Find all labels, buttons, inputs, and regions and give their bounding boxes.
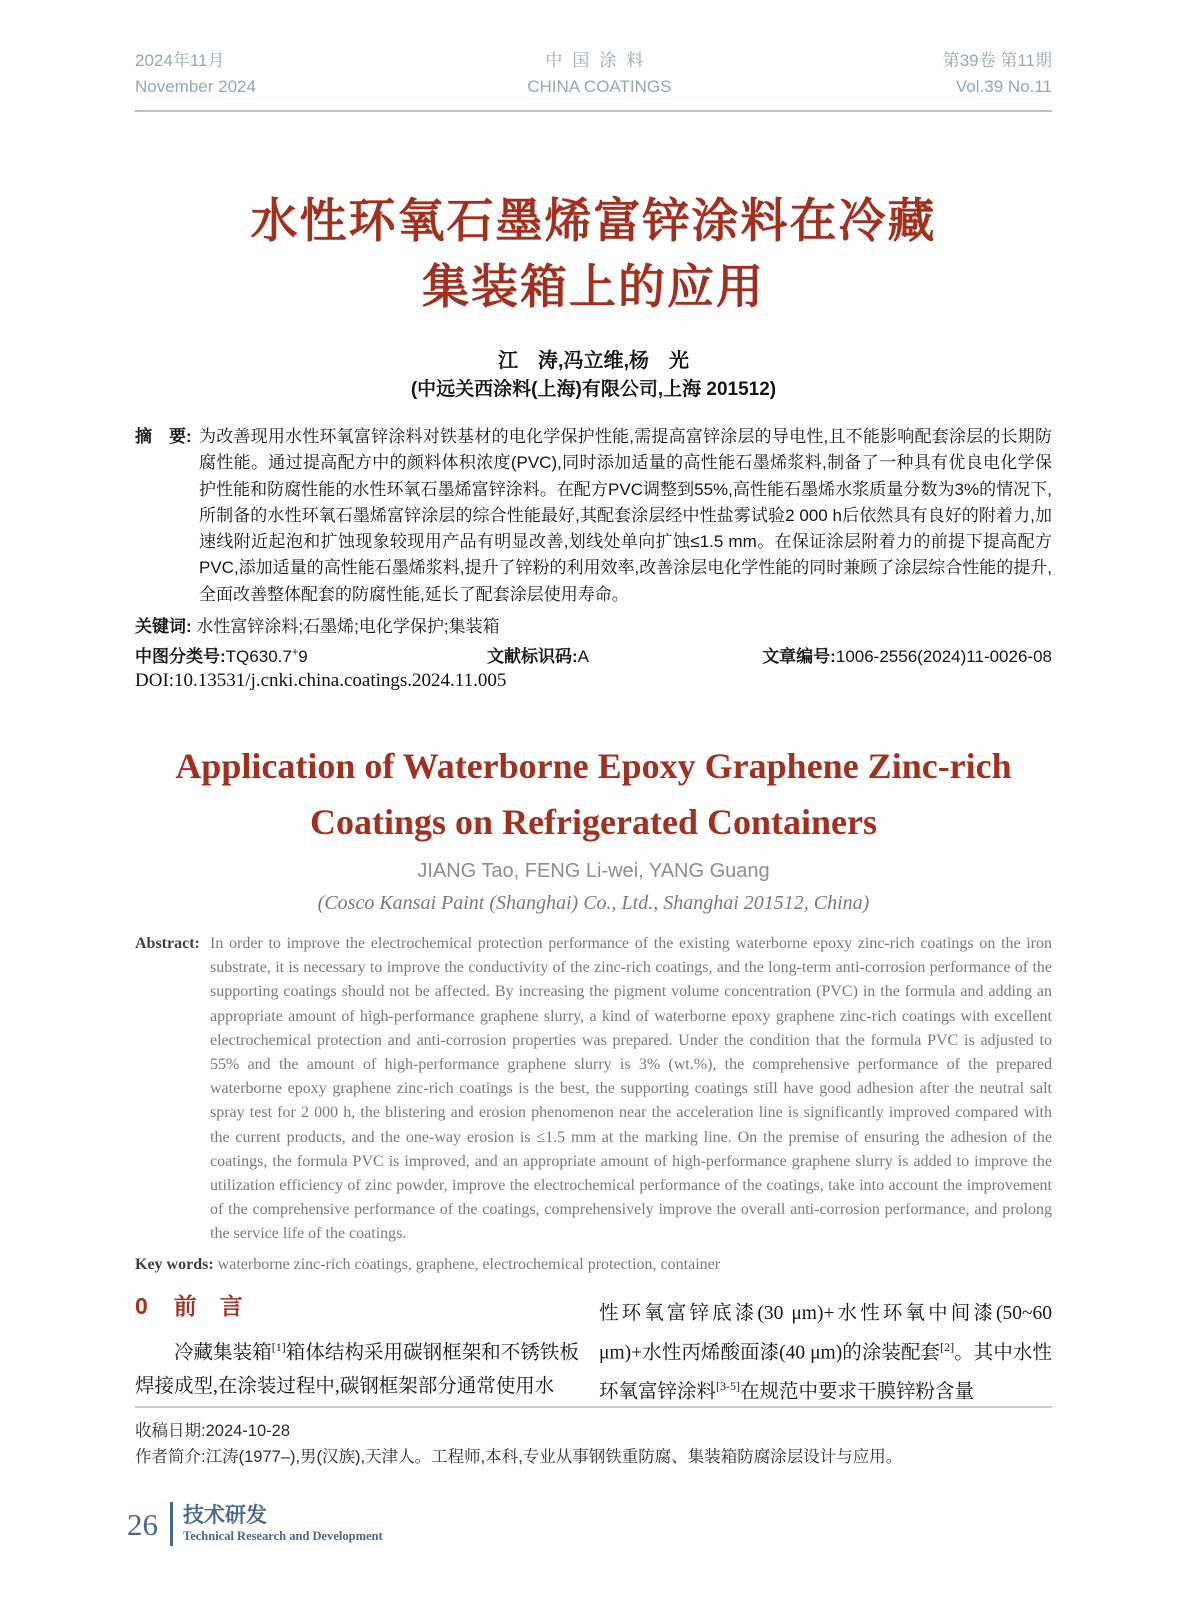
citation-ref-3-5: [3-5] [716,1378,741,1393]
running-head-date [135,48,256,100]
intro-right-text-1: 性环氧富锌底漆(30 μm)+水性环氧中间漆(50~60 μm)+水性丙烯酸面漆(40 μm)的涂装配套 [599,1303,1052,1363]
title-zh-line1: 水性环氧石墨烯富锌涂料在冷藏 [250,194,937,247]
abstract-en-text: In order to improve the electrochemical protection performance of the existing waterborne epoxy zinc-rich coatings on the iron substrate, it is necessary to improve the conductivity of the zinc-rich coatings, and the long-term anti-corrosion performance of the supporting coatings should not be affected. By increasing the pigment volume concentration (PVC) in the formula and adding an appropriate amount of high-performance graphene slurry, a kind of waterborne epoxy graphene zinc-rich coatings with excellent electrochemical protection and anti-corrosion properties was prepared. Under the condition that the formula PVC is adjusted to 55% and the amount of high-performance graphene slurry is 3% (wt.%), the comprehensive performance of the prepared waterborne epoxy graphene zinc-rich coatings is the best, the supporting coatings still have good adhesion after the neutral salt spray test for 2 000 h, the blistering and erosion phenomenon near the acceleration line is significantly improved compared with the current products, and the one-way erosion is ≤1.5 mm at the marking line. On the premise of ensuring the adhesion of the coatings, the formula PVC is improved, and an appropriate amount of high-performance graphene slurry is added to improve the utilization efficiency of zinc powder, improve the electrochemical performance of the coatings, take into account the improvement of the comprehensive performance of the coatings, comprehensively improve the overall anti-corrosion performance, and prolong the service life of the coatings. [210,935,1052,1243]
author-bio-line [135,1444,1052,1470]
running-head [135,48,1052,112]
running-head-issue [943,48,1052,100]
document-code [487,642,762,667]
keywords-zh-text: 水性富锌涂料;石墨烯;电化学保护;集装箱 [196,617,500,636]
intro-column-left [135,1288,579,1409]
keywords-en-text: waterborne zinc-rich coatings, graphene, electrochemical protection, container [217,1255,721,1273]
citation-ref-2: [2] [940,1339,955,1354]
article-number-value: 1006-2556(2024)11-0026-08 [835,647,1052,666]
article-number [762,642,1052,667]
clc-value: TQ630.7 [225,647,292,666]
abstract-zh-text: 为改善现用水性环氧富锌涂料对铁基材的电化学保护性能,需提高富锌涂层的导电性,且不能影响配套涂层的长期防腐性能。通过提高配方中的颜料体积浓度(PVC),同时添加适量的高性能石墨烯浆料,制备了一种具有优良电化学保护性能和防腐性能的水性环氧石墨烯富锌涂料。在配方PVC调整到55%,高性能石墨烯水浆质量分数为3%的情况下,所制备的水性环氧石墨烯富锌涂层的综合性能最好,其配套涂层经中性盐雾试验2 000 h后依然具有良好的附着力,加速线附近起泡和扩蚀现象较现用产品有明显改善,划线处单向扩蚀≤1.5 mm。在保证涂层附着力的前提下提高配方PVC,添加适量的高性能石墨烯浆料,提升了锌粉的利用效率,改善涂层电化学性能的同时兼顾了涂层综合性能的提升,全面改善整体配套的防腐性能,延长了配套涂层使用寿命。 [199,427,1052,604]
section-title: 前 言 [173,1293,243,1319]
doi: DOI:10.13531/j.cnki.china.coatings.2024.11.005 [135,670,507,691]
title-zh-line2: 集装箱上的应用 [422,260,765,313]
intro-left-text-1: 冷藏集装箱 [174,1342,272,1364]
abstract-en [135,932,1052,1247]
page-number: 26 [127,1506,158,1542]
intro-left-text-2: 箱体结构采用碳钢框架和不锈铁板焊接成型,在涂装过程中,碳钢框架部分通常使用水 [135,1342,579,1397]
issue-en: Vol.39 No.11 [955,77,1052,96]
classification-row [135,642,1052,667]
date-zh: 2024年11月 [135,51,225,70]
journal-name-en: CHINA COATINGS [527,77,672,96]
abstract-zh-label: 摘 要: [135,427,192,446]
keywords-zh-label: 关键词: [135,617,192,636]
abstract-en-label: Abstract: [135,935,200,952]
footer-column [183,1504,383,1544]
issue-zh: 第39卷 第11期 [942,51,1052,70]
keywords-en-label: Key words: [135,1255,214,1273]
clc-sup: + [291,646,299,659]
received-date-value: 2024-10-28 [205,1422,290,1440]
received-date-label: 收稿日期: [135,1422,206,1440]
section-heading [135,1288,579,1321]
footer-column-en: Technical Research and Development [183,1529,383,1543]
affiliation-zh: (中远关西涂料(上海)有限公司,上海 201512) [410,379,777,400]
keywords-en [135,1256,1052,1274]
document-code-label: 文献标识码: [487,647,578,666]
affiliation-en: (Cosco Kansai Paint (Shanghai) Co., Ltd., Shanghai 201512, China) [317,892,870,914]
clc-tail: 9 [298,647,308,666]
footer-column-zh: 技术研发 [183,1504,267,1527]
keywords-zh [135,612,1052,637]
document-code-value: A [577,647,590,666]
intro-paragraph-left [135,1331,579,1404]
page-footer [127,1502,383,1546]
section-number: 0 [135,1293,148,1319]
clc-label: 中图分类号: [135,647,226,666]
article-title-en [135,738,1052,850]
authors-zh: 江 涛,冯立维,杨 光 [497,350,690,372]
author-bio-text: 江涛(1977–),男(汉族),天津人。工程师,本科,专业从事钢铁重防腐、集装箱防腐涂层设计与应用。 [205,1448,903,1466]
running-head-journal [527,48,671,100]
article-number-label: 文章编号: [762,647,836,666]
citation-ref-1: [1] [271,1340,286,1354]
intro-paragraph-right [599,1297,1052,1409]
introduction-section [135,1288,1052,1409]
date-en: November 2024 [135,77,256,96]
abstract-zh [135,424,1052,608]
footnote [135,1406,1052,1470]
author-bio-label: 作者简介: [135,1448,206,1466]
abstract-en-block [135,932,1052,1274]
journal-name-zh: 中国涂料 [545,51,654,70]
clc-number [135,642,487,667]
title-en-line2: Coatings on Refrigerated Containers [310,802,877,842]
intro-column-right [599,1288,1052,1409]
received-date-line [135,1418,1052,1444]
footer-divider [170,1502,173,1546]
intro-right-text-2: 。其中水性环氧富锌涂料 [599,1342,1052,1402]
article-title-zh [135,188,1052,320]
authors-en: JIANG Tao, FENG Li-wei, YANG Guang [417,860,770,882]
intro-right-text-3: 在规范中要求干膜锌粉含量 [740,1381,975,1402]
title-en-line1: Application of Waterborne Epoxy Graphene Zinc-rich [175,746,1012,786]
